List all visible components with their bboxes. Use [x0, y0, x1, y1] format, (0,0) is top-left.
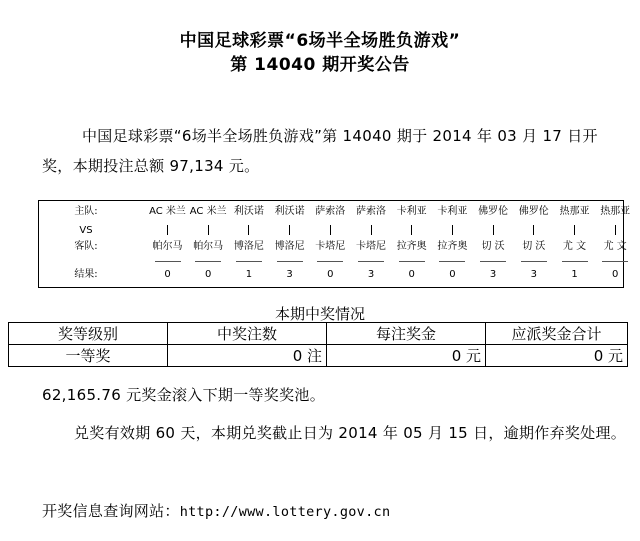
- vs-separator: [228, 223, 269, 239]
- home-team: 热那亚: [559, 206, 590, 217]
- match-result: 0: [327, 269, 334, 280]
- home-team: 利沃诺: [233, 206, 264, 217]
- cell-divider: [562, 261, 588, 262]
- away-team: 博洛尼: [233, 241, 264, 252]
- away-row: [39, 239, 627, 255]
- vs-separator: [432, 223, 473, 239]
- home-team: 卡利亚: [437, 206, 468, 217]
- vs-row: [39, 223, 623, 239]
- header-count: 中奖注数: [168, 323, 327, 345]
- away-team: 卡塔尼: [315, 241, 346, 252]
- vs-separator: [310, 223, 351, 239]
- away-team: 拉齐奥: [396, 241, 427, 252]
- home-team: 热那亚: [600, 206, 631, 217]
- header-level: 奖等级别: [9, 323, 168, 345]
- match-result: 3: [530, 269, 537, 280]
- cell-divider: [439, 261, 465, 262]
- cell-divider: [480, 261, 506, 262]
- prize-row: [9, 345, 628, 367]
- away-team: 帕尔马: [152, 241, 183, 252]
- home-team: 卡利亚: [396, 206, 427, 217]
- match-result: 0: [164, 269, 171, 280]
- website-line: [42, 496, 627, 527]
- vs-separator: [554, 223, 595, 239]
- intro-paragraph: 中国足球彩票“6场半全场胜负游戏”第 14040 期于 2014 年 03 月 17 日开奖，本期投注总额 97,134 元。: [42, 127, 598, 175]
- match-result: 3: [367, 269, 375, 280]
- home-team: AC 米兰: [149, 206, 186, 217]
- match-result: 3: [286, 269, 293, 280]
- home-label: 主队:: [74, 206, 98, 217]
- match-result: 1: [245, 269, 253, 280]
- vs-separator: [269, 223, 310, 239]
- prize-total: 0 元: [486, 345, 628, 367]
- vs-separator: [473, 223, 514, 239]
- result-row: [39, 267, 623, 283]
- prize-count: 0 注: [168, 345, 327, 367]
- away-team: 拉齐奥: [437, 241, 468, 252]
- website-label: 开奖信息查询网站：: [42, 502, 180, 520]
- announcement-title: 中国足球彩票“6场半全场胜负游戏”: [179, 31, 461, 51]
- match-result: 0: [408, 269, 415, 280]
- cell-divider: [317, 261, 343, 262]
- cell-divider: [155, 261, 181, 262]
- prize-table: [8, 322, 628, 367]
- match-result: 1: [571, 269, 578, 280]
- cell-divider: [277, 261, 303, 262]
- home-row: [39, 204, 631, 220]
- announcement-issue: 第 14040 期开奖公告: [230, 55, 410, 75]
- match-result: 0: [449, 269, 456, 280]
- match-result: 0: [205, 269, 212, 280]
- home-team: 利沃诺: [274, 206, 305, 217]
- home-team: 萨索洛: [315, 206, 346, 217]
- prize-each: 0 元: [327, 345, 486, 367]
- cell-divider: [195, 261, 221, 262]
- home-team: 佛罗伦: [478, 206, 509, 217]
- match-result: 0: [612, 269, 619, 280]
- vs-separator: [351, 223, 392, 239]
- cell-divider: [358, 261, 384, 262]
- cell-divider: [236, 261, 262, 262]
- header-total: 应派奖金合计: [486, 323, 628, 345]
- match-table: [38, 200, 631, 288]
- away-team: 尤 文: [562, 241, 587, 252]
- result-label: 结果:: [74, 269, 98, 280]
- vs-separator: [188, 223, 229, 239]
- cell-divider: [521, 261, 547, 262]
- vs-separator: [513, 223, 554, 239]
- home-team: 佛罗伦: [518, 206, 549, 217]
- away-label: 客队:: [74, 241, 98, 252]
- away-team: 切 沃: [522, 241, 546, 252]
- away-team: 博洛尼: [274, 241, 305, 252]
- rollover-note: 62,165.76 元奖金滚入下期一等奖奖池。: [42, 386, 326, 404]
- prize-header-row: [9, 323, 628, 345]
- prize-caption: 本期中奖情况: [274, 305, 365, 323]
- header-each: 每注奖金: [327, 323, 486, 345]
- away-team: 卡塔尼: [356, 241, 386, 252]
- cell-divider: [399, 261, 425, 262]
- prize-level: 一等奖: [9, 345, 168, 367]
- vs-separator: [147, 223, 188, 239]
- home-team: AC 米兰: [189, 206, 227, 217]
- vs-separator: [391, 223, 432, 239]
- away-team: 切 沃: [481, 241, 505, 252]
- website-link[interactable]: http://www.lottery.gov.cn: [179, 504, 391, 520]
- away-team: 帕尔马: [193, 241, 224, 252]
- vs-label: VS: [79, 225, 93, 236]
- vs-separator: [595, 223, 636, 239]
- cell-divider: [602, 261, 628, 262]
- away-team: 尤 文: [603, 241, 627, 252]
- match-result: 3: [489, 269, 497, 280]
- claim-note: 兑奖有效期 60 天，本期兑奖截止日为 2014 年 05 月 15 日，逾期作弃奖处理。: [74, 424, 627, 442]
- home-team: 萨索洛: [356, 206, 386, 217]
